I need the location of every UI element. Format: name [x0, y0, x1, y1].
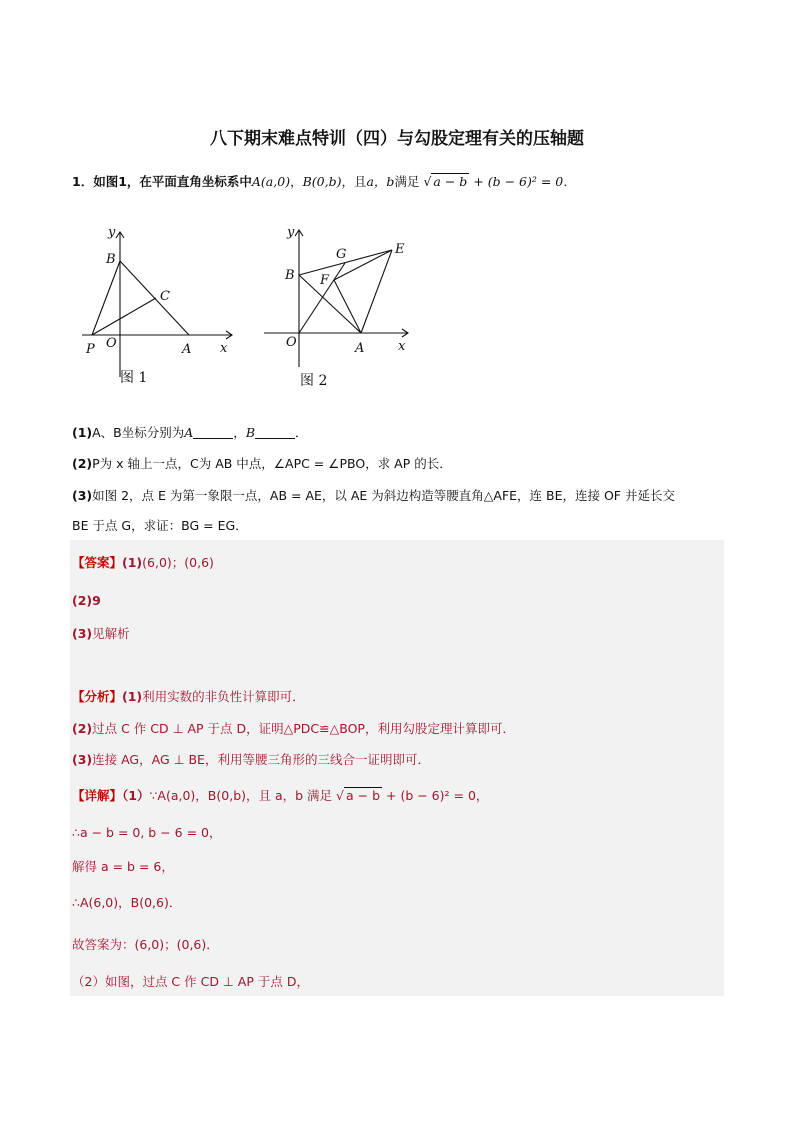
fig1-label-y: y: [108, 225, 116, 240]
stem-rest: + (b − 6)² = 0．: [473, 174, 576, 189]
q1-b-label: B: [245, 425, 255, 440]
question-2: [72, 454, 452, 472]
detail-6-num: （2）: [72, 974, 105, 989]
answer-1: (6,0)；(0,6): [142, 555, 214, 570]
analysis-1: 利用实数的非负性计算即可．: [142, 689, 305, 704]
detail-line-2: [72, 823, 221, 841]
detail-1-sqrt: a − b: [346, 788, 381, 803]
fig1-caption: 图 1: [120, 370, 148, 386]
fig2-segment-ae: [361, 250, 392, 333]
fig2-label-b: B: [285, 268, 295, 283]
fig1-label-p: P: [86, 342, 95, 357]
q3-line2: BE 于点 G，求证：BG = EG．: [72, 518, 248, 533]
detail-4: ∴A(6,0)，B(0,6)．: [72, 895, 182, 910]
fig1-label-c: C: [160, 289, 170, 304]
detail-1: ∵A(a,0)，B(0,b)，且 a，b 满足: [149, 788, 333, 803]
fig1-label-b: B: [106, 252, 116, 267]
stem-cond: 满足: [394, 174, 420, 189]
fig2-label-a: A: [355, 341, 365, 356]
answer-tag: 【答案】: [72, 555, 123, 570]
detail-1-num: （1）: [122, 788, 150, 803]
detail-tag: 【详解】: [72, 788, 123, 803]
fig2-label-f: F: [320, 273, 330, 288]
question-3-line-2: [72, 516, 248, 534]
answer-3-num: (3): [72, 626, 93, 641]
answer-2-num: (2): [72, 593, 93, 608]
stem-point-b: B(0,b): [302, 174, 342, 189]
detail-line-6: [72, 972, 309, 990]
q2-num: (2): [72, 456, 93, 471]
detail-line-5: [72, 935, 219, 953]
answer-line-2: [72, 593, 101, 608]
page-title: 八下期末难点特训（四）与勾股定理有关的压轴题: [210, 129, 584, 149]
q2-text: P为 x 轴上一点，C为 AB 中点，∠APC = ∠PBO，求 AP 的长．: [92, 456, 452, 471]
detail-line-3: [72, 857, 174, 875]
fig2-label-x: x: [398, 339, 406, 354]
problem-stem: 1．如图1，在平面直角坐标系中A(a,0)，B(0,b)，且a，b满足 √ a − b + (b − 6)² = 0．: [72, 174, 576, 189]
detail-6: 如图，过点 C 作 CD ⊥ AP 于点 D，: [104, 974, 309, 989]
fig1-segment-ab: [120, 261, 189, 335]
answer-3: 见解析: [92, 626, 130, 641]
analysis-tag: 【分析】: [72, 689, 123, 704]
fig1-segment-pc: [92, 298, 156, 335]
q1-sep: ，: [233, 425, 246, 440]
detail-1-rest: + (b − 6)² = 0，: [386, 788, 489, 803]
figure-1: [76, 222, 246, 392]
detail-3: 解得 a = b = 6，: [72, 859, 174, 874]
fig2-label-g: G: [336, 247, 347, 262]
analysis-line-2: [72, 719, 515, 737]
detail-2: ∴a − b = 0, b − 6 = 0，: [72, 825, 222, 840]
analysis-line-1: [72, 687, 305, 705]
analysis-2: 过点 C 作 CD ⊥ AP 于点 D，证明△PDC≌△BOP，利用勾股定理计算即可．: [92, 721, 515, 736]
stem-ab: a，b: [366, 174, 395, 189]
figure-2: [258, 222, 428, 394]
q3-num: (3): [72, 488, 93, 503]
fig1-label-a: A: [182, 342, 192, 357]
fig2-segment-fa: [334, 280, 361, 333]
question-1: [72, 423, 308, 441]
q3-line1: 如图 2，点 E 为第一象限一点，AB = AE，以 AE 为斜边构造等腰直角△AFE，连 BE，连接 OF 并延长交: [92, 488, 675, 503]
detail-line-1: 【详解】（1）∵A(a,0)，B(0,b)，且 a，b 满足 √ a − b + (b − 6)² = 0，: [72, 788, 489, 803]
q1-end: ．: [295, 425, 308, 440]
answer-2: 9: [92, 593, 101, 608]
analysis-3-num: (3): [72, 752, 93, 767]
fig2-label-y: y: [287, 225, 295, 240]
fig2-label-o: O: [286, 335, 297, 350]
fig1-label-x: x: [220, 341, 228, 356]
q1-b-blank[interactable]: [255, 426, 295, 439]
fig2-label-e: E: [395, 242, 405, 257]
fig2-segment-ab: [299, 275, 361, 333]
solution-panel: [70, 540, 724, 996]
q1-a-label: A: [184, 425, 194, 440]
stem-prefix: 1．如图1，在平面直角坐标系中: [72, 174, 252, 189]
question-3-line-1: [72, 486, 675, 504]
answer-line-3: [72, 624, 130, 642]
stem-mid: ，且: [341, 174, 367, 189]
q1-text: A、B坐标分别为: [92, 425, 185, 440]
stem-sep: ，: [290, 174, 303, 189]
q1-a-blank[interactable]: [193, 426, 233, 439]
answer-1-num: (1): [122, 555, 143, 570]
analysis-line-3: [72, 750, 430, 768]
stem-point-a: A(a,0): [251, 174, 291, 189]
analysis-1-num: (1): [122, 689, 143, 704]
fig2-caption: 图 2: [300, 373, 328, 389]
detail-5: 故答案为：(6,0)；(0,6)．: [72, 937, 219, 952]
detail-line-4: [72, 893, 181, 911]
fig1-segment-pb: [92, 261, 120, 335]
analysis-3: 连接 AG，AG ⊥ BE，利用等腰三角形的三线合一证明即可．: [92, 752, 430, 767]
fig1-label-o: O: [106, 336, 117, 351]
answer-line-1: [72, 553, 214, 571]
stem-sqrt: a − b: [433, 174, 468, 189]
analysis-2-num: (2): [72, 721, 93, 736]
q1-num: (1): [72, 425, 93, 440]
